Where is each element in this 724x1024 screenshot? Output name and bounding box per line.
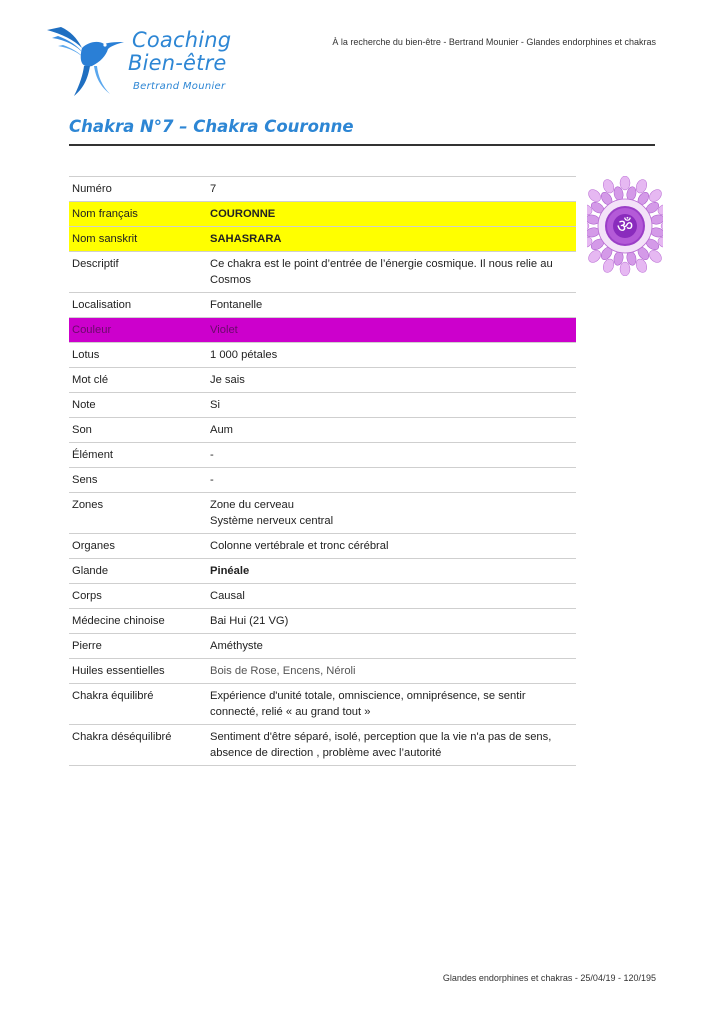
row-value: Je sais [207, 368, 576, 393]
table-row [69, 227, 576, 252]
row-label: Localisation [69, 293, 207, 318]
row-label: Son [69, 418, 207, 443]
table-row [69, 202, 576, 227]
table-row [69, 293, 576, 318]
row-label: Glande [69, 559, 207, 584]
row-value: COURONNE [207, 202, 576, 227]
table-row [69, 418, 576, 443]
row-value: Pinéale [207, 559, 576, 584]
table-row [69, 468, 576, 493]
row-value: Colonne vertébrale et tronc cérébral [207, 534, 576, 559]
row-value: Expérience d'unité totale, omniscience, omniprésence, se sentir connecté, relié « au grand tout » [207, 684, 576, 725]
row-label: Huiles essentielles [69, 659, 207, 684]
row-value: Ce chakra est le point d’entrée de l’énergie cosmique. Il nous relie au Cosmos [207, 252, 576, 293]
row-value: Violet [207, 318, 576, 343]
logo-author: Bertrand Mounier [133, 81, 226, 92]
table-row [69, 684, 576, 725]
running-header: À la recherche du bien-être - Bertrand Mounier - Glandes endorphines et chakras [332, 37, 656, 47]
row-label: Médecine chinoise [69, 609, 207, 634]
svg-text:ॐ: ॐ [616, 216, 634, 237]
row-label: Couleur [69, 318, 207, 343]
row-value: - [207, 443, 576, 468]
table-row [69, 659, 576, 684]
title-divider [69, 144, 655, 146]
row-value: Bai Hui (21 VG) [207, 609, 576, 634]
table-row [69, 493, 576, 534]
table-row [69, 634, 576, 659]
row-label: Corps [69, 584, 207, 609]
row-value: Bois de Rose, Encens, Néroli [207, 659, 576, 684]
row-label: Organes [69, 534, 207, 559]
table-row [69, 609, 576, 634]
row-label: Nom français [69, 202, 207, 227]
row-value-line: Zone du cerveau [210, 499, 294, 511]
row-value: Si [207, 393, 576, 418]
row-label: Chakra déséquilibré [69, 725, 207, 766]
row-value-line: Système nerveux central [210, 515, 334, 527]
page-title: Chakra N°7 – Chakra Couronne [69, 117, 354, 136]
hummingbird-icon [44, 24, 134, 104]
row-value: 7 [207, 177, 576, 202]
row-value: - [207, 468, 576, 493]
row-label: Descriptif [69, 252, 207, 293]
table-row [69, 725, 576, 766]
row-value: SAHASRARA [207, 227, 576, 252]
row-value: 1 000 pétales [207, 343, 576, 368]
table-row [69, 368, 576, 393]
row-label: Zones [69, 493, 207, 534]
row-label: Élément [69, 443, 207, 468]
row-value: Causal [207, 584, 576, 609]
row-value: Sentiment d'être séparé, isolé, perception que la vie n'a pas de sens, absence de direction , problème avec l’autorité [207, 725, 576, 766]
table-row [69, 177, 576, 202]
table-row [69, 393, 576, 418]
row-label: Pierre [69, 634, 207, 659]
row-value: Améthyste [207, 634, 576, 659]
table-row [69, 443, 576, 468]
table-row [69, 343, 576, 368]
row-label: Note [69, 393, 207, 418]
row-value [207, 493, 576, 534]
logo [44, 24, 244, 104]
row-label: Chakra équilibré [69, 684, 207, 725]
row-label: Lotus [69, 343, 207, 368]
crown-chakra-mandala-icon [587, 176, 663, 276]
row-value: Fontanelle [207, 293, 576, 318]
row-label: Numéro [69, 177, 207, 202]
page-footer: Glandes endorphines et chakras - 25/04/19 - 120/195 [442, 973, 656, 983]
chakra-info-table [69, 176, 576, 766]
logo-title-line1: Coaching [132, 28, 232, 52]
logo-title-line2: Bien-être [128, 51, 227, 75]
row-label: Nom sanskrit [69, 227, 207, 252]
row-label: Sens [69, 468, 207, 493]
row-value: Aum [207, 418, 576, 443]
table-row [69, 252, 576, 293]
table-row [69, 584, 576, 609]
table-row [69, 318, 576, 343]
table-row [69, 534, 576, 559]
table-row [69, 559, 576, 584]
row-label: Mot clé [69, 368, 207, 393]
